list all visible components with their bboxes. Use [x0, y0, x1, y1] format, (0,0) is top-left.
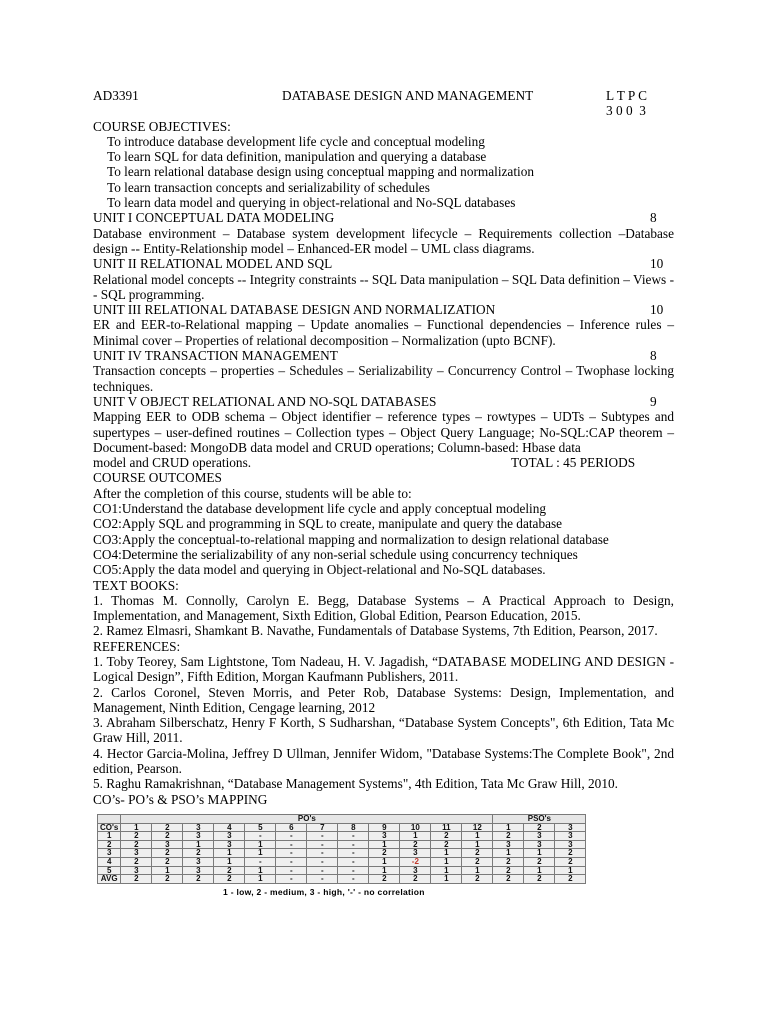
course-code: AD3391: [93, 88, 139, 103]
table-cell: 2: [152, 875, 183, 884]
table-cell: -: [276, 832, 307, 841]
column-header: 3: [183, 823, 214, 832]
table-cell: -2: [400, 857, 431, 866]
table-cell: 3: [555, 832, 586, 841]
table-cell: 2: [462, 857, 493, 866]
column-header: 5: [245, 823, 276, 832]
table-cell: 2: [555, 857, 586, 866]
outcome-item: CO4:Determine the serializability of any non-serial schedule using concurrency techniques: [93, 546, 578, 562]
outcome-item: CO2:Apply SQL and programming in SQL to create, manipulate and query the database: [93, 516, 563, 532]
table-cell: 1: [369, 866, 400, 875]
textbook-item: 2. Ramez Elmasri, Shamkant B. Navathe, Fundamentals of Database Systems, 7th Edition, Pearson, 2017.: [93, 623, 658, 639]
table-cell: 1: [431, 875, 462, 884]
objective-item: To learn SQL for data definition, manipulation and querying a database: [107, 149, 487, 165]
co-column-header: CO's: [98, 823, 121, 832]
table-header-row: [98, 823, 586, 832]
table-cell: 2: [121, 840, 152, 849]
unit-title: UNIT V OBJECT RELATIONAL AND NO-SQL DATABASES: [93, 393, 437, 409]
table-cell: 1: [245, 849, 276, 858]
unit-heading: [93, 210, 674, 225]
table-cell: 1: [431, 866, 462, 875]
table-cell: -: [307, 849, 338, 858]
total-periods: TOTAL : 45 PERIODS: [511, 455, 636, 471]
table-cell: -: [276, 840, 307, 849]
unit-hours: 8: [650, 348, 657, 364]
references-heading: REFERENCES:: [93, 638, 181, 654]
table-cell: 3: [121, 866, 152, 875]
row-label: 1: [98, 832, 121, 841]
table-cell: 3: [400, 866, 431, 875]
pso-group-header: PSO's: [493, 814, 586, 823]
table-cell: 2: [121, 857, 152, 866]
table-cell: -: [276, 849, 307, 858]
textbooks-heading: TEXT BOOKS:: [93, 577, 179, 593]
unit-title: UNIT I CONCEPTUAL DATA MODELING: [93, 210, 335, 226]
column-header: 7: [307, 823, 338, 832]
outcomes-heading: COURSE OUTCOMES: [93, 470, 222, 486]
column-header: 3: [555, 823, 586, 832]
table-cell: -: [307, 875, 338, 884]
table-cell: 1: [462, 866, 493, 875]
syllabus-page: [93, 88, 674, 900]
table-cell: 1: [493, 849, 524, 858]
column-header: 9: [369, 823, 400, 832]
co-po-mapping-table: [97, 814, 586, 884]
unit-hours: 10: [650, 302, 664, 318]
table-cell: -: [338, 832, 369, 841]
table-cell: 2: [524, 875, 555, 884]
table-cell: 1: [245, 866, 276, 875]
table-cell: 1: [555, 866, 586, 875]
mapping-legend: 1 - low, 2 - medium, 3 - high, '-' - no correlation: [223, 886, 425, 897]
table-cell: -: [276, 875, 307, 884]
table-cell: 1: [214, 849, 245, 858]
table-cell: 2: [431, 832, 462, 841]
column-header: 8: [338, 823, 369, 832]
table-cell: 2: [152, 849, 183, 858]
table-cell: 2: [214, 875, 245, 884]
unit-hours: 8: [650, 210, 657, 226]
table-cell: 1: [462, 832, 493, 841]
unit-title: UNIT IV TRANSACTION MANAGEMENT: [93, 348, 338, 364]
unit-body: Relational model concepts -- Integrity constraints -- SQL Data manipulation – SQL Data definition – Views -- SQL programming.: [93, 271, 674, 302]
table-cell: 2: [462, 849, 493, 858]
table-cell: 1: [214, 857, 245, 866]
table-row: [98, 832, 586, 841]
table-cell: 2: [493, 866, 524, 875]
table-cell: 1: [400, 832, 431, 841]
table-row: [98, 849, 586, 858]
objectives-heading: COURSE OBJECTIVES:: [93, 118, 231, 134]
table-cell: 2: [431, 840, 462, 849]
table-cell: 2: [214, 866, 245, 875]
table-cell: 2: [183, 849, 214, 858]
reference-item: 5. Raghu Ramakrishnan, “Database Management Systems", 4th Edition, Tata Mc Graw Hill, 2010.: [93, 776, 618, 792]
objective-item: To learn transaction concepts and serializability of schedules: [107, 179, 430, 195]
row-label: 5: [98, 866, 121, 875]
row-label: 4: [98, 857, 121, 866]
row-label: 3: [98, 849, 121, 858]
textbook-item: 1. Thomas M. Connolly, Carolyn E. Begg, Database Systems – A Practical Approach to Design, Implementation, and Management, Sixth Edition, Global Edition, Pearson Education, 2015.: [93, 592, 674, 624]
unit-body: Database environment – Database system development lifecycle – Requirements collection –Database design -- Entity-Relationship model – Enhanced-ER model – UML class diagrams.: [93, 225, 674, 256]
table-cell: 2: [555, 875, 586, 884]
reference-item: 3. Abraham Silberschatz, Henry F Korth, S Sudharshan, “Database System Concepts", 6th Edition, Tata Mc Graw Hill, 2011.: [93, 715, 674, 746]
table-row: [98, 866, 586, 875]
table-cell: 1: [431, 857, 462, 866]
column-header: 2: [524, 823, 555, 832]
table-cell: 2: [493, 875, 524, 884]
unit-heading: [93, 256, 674, 271]
unit-heading: [93, 394, 674, 409]
table-row: [98, 840, 586, 849]
table-cell: 3: [183, 832, 214, 841]
table-cell: 1: [524, 866, 555, 875]
mapping-heading: CO’s- PO’s & PSO’s MAPPING: [93, 791, 268, 807]
unit-body-last-line: model and CRUD operations.: [93, 455, 252, 471]
table-cell: -: [338, 875, 369, 884]
column-header: 2: [152, 823, 183, 832]
table-cell: 3: [555, 840, 586, 849]
table-cell: 1: [431, 849, 462, 858]
table-cell: 2: [121, 875, 152, 884]
column-header: 4: [214, 823, 245, 832]
unit-title: UNIT II RELATIONAL MODEL AND SQL: [93, 256, 333, 272]
table-cell: 2: [555, 849, 586, 858]
table-row: [98, 875, 586, 884]
table-cell: 1: [152, 866, 183, 875]
outcome-item: CO5:Apply the data model and querying in Object-relational and No-SQL databases.: [93, 562, 546, 578]
table-cell: 3: [400, 849, 431, 858]
table-group-header-row: [98, 814, 586, 823]
unit-body: Mapping EER to ODB schema – Object identifier – reference types – rowtypes – UDTs – Subtypes and supertypes – user-defined routines – Collection types – Object Query Language; No-SQL:CAP theorem – Document-based: MongoDB data model and CRUD operations; Column-based: Hbase data: [93, 409, 674, 455]
table-cell: -: [276, 857, 307, 866]
po-group-header: PO's: [121, 814, 493, 823]
table-cell: 1: [245, 875, 276, 884]
unit-title: UNIT III RELATIONAL DATABASE DESIGN AND NORMALIZATION: [93, 302, 496, 318]
table-cell: 1: [369, 840, 400, 849]
unit-hours: 10: [650, 256, 664, 272]
table-cell: 2: [400, 840, 431, 849]
course-header: [93, 88, 674, 103]
table-cell: -: [338, 840, 369, 849]
table-cell: 1: [369, 857, 400, 866]
table-cell: -: [307, 866, 338, 875]
course-title: DATABASE DESIGN AND MANAGEMENT: [282, 88, 534, 103]
reference-item: 4. Hector Garcia-Molina, Jeffrey D Ullman, Jennifer Widom, "Database Systems:The Complete Book", 2nd edition, Pearson.: [93, 745, 674, 777]
column-header: 11: [431, 823, 462, 832]
table-cell: 2: [369, 849, 400, 858]
unit-body: ER and EER-to-Relational mapping – Update anomalies – Functional dependencies – Inference rules – Minimal cover – Properties of relational decomposition – Normalization (upto BCNF).: [93, 317, 674, 348]
objective-item: To introduce database development life cycle and conceptual modeling: [107, 133, 485, 149]
table-cell: -: [338, 866, 369, 875]
objective-item: To learn data model and querying in object-relational and No-SQL databases: [107, 195, 516, 211]
ltpc-label: L T P C: [606, 88, 648, 103]
unit-body: Transaction concepts – properties – Schedules – Serializability – Concurrency Control – Twophase locking techniques.: [93, 363, 674, 394]
table-cell: 2: [183, 875, 214, 884]
table-cell: 3: [183, 866, 214, 875]
column-header: 6: [276, 823, 307, 832]
table-cell: 3: [121, 849, 152, 858]
table-cell: -: [245, 832, 276, 841]
row-label: AVG: [98, 875, 121, 884]
ltpc-credits: 3 0 0 3: [606, 103, 646, 119]
table-cell: 1: [245, 840, 276, 849]
column-header: 12: [462, 823, 493, 832]
table-cell: 2: [121, 832, 152, 841]
table-cell: 3: [183, 857, 214, 866]
table-cell: -: [245, 857, 276, 866]
unit-heading: [93, 302, 674, 317]
column-header: 1: [121, 823, 152, 832]
outcomes-intro: After the completion of this course, students will be able to:: [93, 485, 412, 501]
table-cell: -: [307, 832, 338, 841]
unit-hours: 9: [650, 393, 657, 409]
table-cell: 1: [462, 840, 493, 849]
table-cell: 1: [524, 849, 555, 858]
row-label: 2: [98, 840, 121, 849]
table-cell: -: [307, 857, 338, 866]
table-cell: 2: [152, 857, 183, 866]
table-cell: 2: [152, 832, 183, 841]
table-cell: 1: [183, 840, 214, 849]
table-cell: 2: [462, 875, 493, 884]
reference-item: 2. Carlos Coronel, Steven Morris, and Peter Rob, Database Systems: Design, Implementation, and Management, Ninth Edition, Cengage learning, 2012: [93, 684, 674, 715]
table-cell: 3: [524, 840, 555, 849]
column-header: 10: [400, 823, 431, 832]
table-cell: -: [338, 857, 369, 866]
column-header: 1: [493, 823, 524, 832]
table-cell: 2: [369, 875, 400, 884]
table-cell: 2: [524, 857, 555, 866]
table-cell: 3: [524, 832, 555, 841]
table-cell: 3: [152, 840, 183, 849]
table-cell: 3: [214, 832, 245, 841]
reference-item: 1. Toby Teorey, Sam Lightstone, Tom Nadeau, H. V. Jagadish, “DATABASE MODELING AND DESIGN - Logical Design”, Fifth Edition, Morgan Kaufmann Publishers, 2011.: [93, 653, 674, 685]
table-cell: 3: [369, 832, 400, 841]
table-cell: 2: [493, 857, 524, 866]
table-cell: 2: [400, 875, 431, 884]
objective-item: To learn relational database design using conceptual mapping and normalization: [107, 164, 535, 180]
outcome-item: CO1:Understand the database development life cycle and apply conceptual modeling: [93, 501, 547, 517]
table-cell: -: [307, 840, 338, 849]
unit-heading: [93, 348, 674, 363]
table-cell: 3: [214, 840, 245, 849]
table-cell: -: [338, 849, 369, 858]
table-cell: 2: [493, 832, 524, 841]
table-row: [98, 857, 586, 866]
table-cell: 3: [493, 840, 524, 849]
table-cell: -: [276, 866, 307, 875]
outcome-item: CO3:Apply the conceptual-to-relational mapping and normalization to design relational database: [93, 531, 609, 547]
